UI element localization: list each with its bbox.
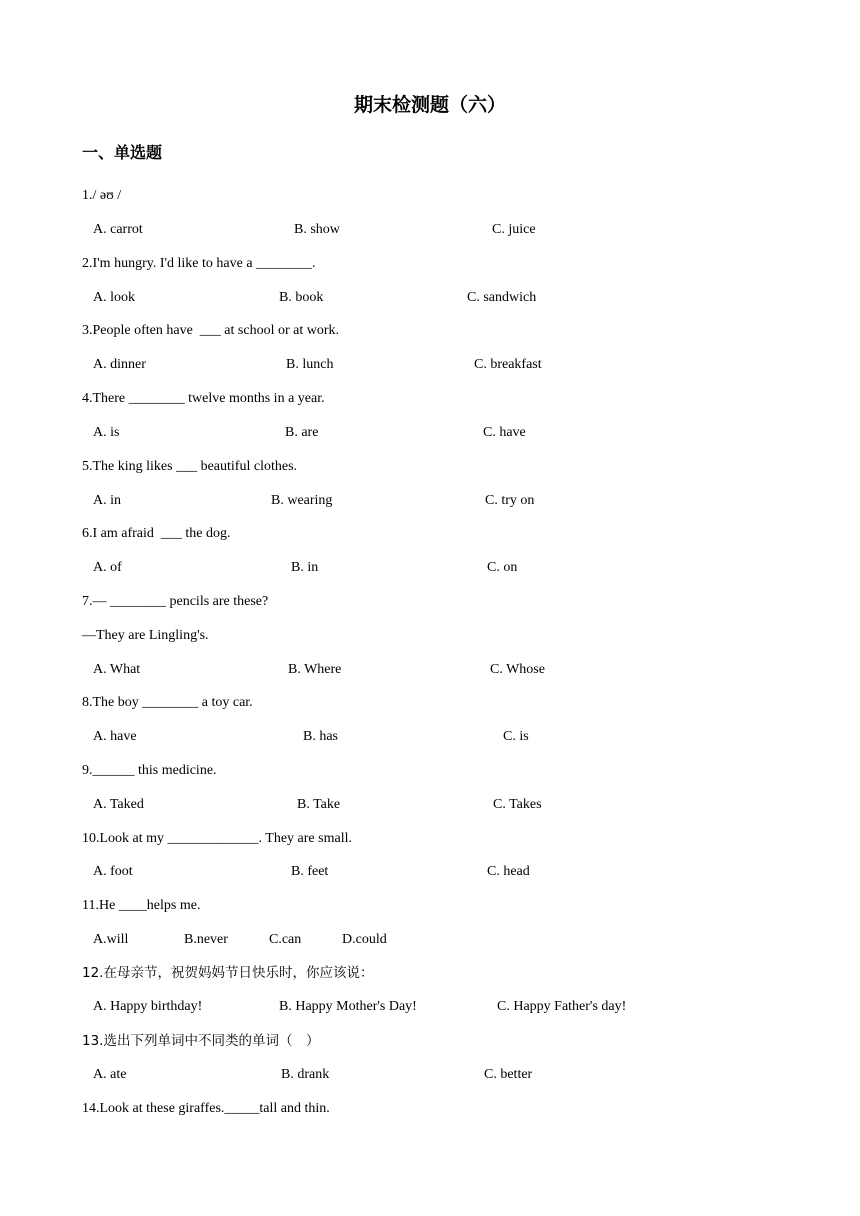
option-a: A. in bbox=[93, 493, 121, 508]
option-c: C. sandwich bbox=[467, 290, 537, 305]
option-a: A. Happy birthday! bbox=[93, 999, 203, 1014]
question-stem: 14.Look at these giraffes._____tall and thin. bbox=[82, 1101, 330, 1116]
option-c: C. head bbox=[487, 864, 530, 879]
option-a: A. What bbox=[93, 662, 141, 677]
section-heading: 一、单选题 bbox=[82, 143, 163, 162]
option-c: C. try on bbox=[485, 493, 535, 508]
question-stem: 3.People often have ___ at school or at work. bbox=[82, 323, 339, 338]
option-b: B. feet bbox=[291, 864, 329, 879]
question-stem: 10.Look at my _____________. They are small. bbox=[82, 831, 352, 846]
option-b: B. book bbox=[279, 290, 324, 305]
option-b: B. in bbox=[291, 560, 319, 575]
question-stem: 5.The king likes ___ beautiful clothes. bbox=[82, 459, 298, 474]
option-a: A. is bbox=[93, 425, 120, 440]
option-a: A. foot bbox=[93, 864, 133, 879]
option-d: D.could bbox=[342, 932, 387, 947]
question-stem: 6.I am afraid ___ the dog. bbox=[82, 526, 231, 541]
option-b: B. Take bbox=[297, 797, 341, 812]
option-b: B. has bbox=[303, 729, 338, 744]
option-c: C. Takes bbox=[493, 797, 542, 812]
option-a: A.will bbox=[93, 932, 129, 947]
question-stem: 9.______ this medicine. bbox=[82, 763, 217, 778]
option-a: A. dinner bbox=[93, 357, 146, 372]
option-c: C. have bbox=[483, 425, 526, 440]
option-c: C. is bbox=[503, 729, 529, 744]
question-stem: 1./ əʊ / bbox=[82, 188, 122, 203]
option-b: B. show bbox=[294, 222, 340, 237]
option-a: A. have bbox=[93, 729, 137, 744]
question-stem: 13.选出下列单词中不同类的单词（ ） bbox=[82, 1033, 320, 1049]
question-stem: 8.The boy ________ a toy car. bbox=[82, 695, 253, 710]
option-c: C. juice bbox=[492, 222, 536, 237]
option-b: B. wearing bbox=[271, 493, 333, 508]
option-a: A. ate bbox=[93, 1067, 127, 1082]
option-b: B. drank bbox=[281, 1067, 330, 1082]
option-b: B.never bbox=[184, 932, 228, 947]
question-stem: 12.在母亲节，祝贺妈妈节日快乐时，你应该说： bbox=[82, 965, 374, 981]
option-c: C. on bbox=[487, 560, 518, 575]
question-stem-continued: —They are Lingling's. bbox=[82, 628, 209, 643]
option-c: C. better bbox=[484, 1067, 533, 1082]
option-c: C. breakfast bbox=[474, 357, 542, 372]
option-a: A. of bbox=[93, 560, 122, 575]
question-stem: 7.— ________ pencils are these? bbox=[82, 594, 269, 609]
option-c: C. Happy Father's day! bbox=[497, 999, 627, 1014]
option-a: A. Taked bbox=[93, 797, 144, 812]
option-c: C.can bbox=[269, 932, 302, 947]
question-stem-wrap bbox=[82, 964, 373, 983]
option-c: C. Whose bbox=[490, 662, 545, 677]
page-title: 期末检测题（六） bbox=[353, 94, 506, 116]
question-stem: 4.There ________ twelve months in a year. bbox=[82, 391, 325, 406]
option-b: B. Happy Mother's Day! bbox=[279, 999, 417, 1014]
option-b: B. Where bbox=[288, 662, 342, 677]
option-a: A. carrot bbox=[93, 222, 143, 237]
question-stem: 2.I'm hungry. I'd like to have a ________. bbox=[82, 256, 316, 271]
option-b: B. are bbox=[285, 425, 319, 440]
option-b: B. lunch bbox=[286, 357, 334, 372]
question-stem-wrap bbox=[82, 1032, 319, 1051]
option-a: A. look bbox=[93, 290, 135, 305]
question-stem: 11.He ____helps me. bbox=[82, 898, 201, 913]
